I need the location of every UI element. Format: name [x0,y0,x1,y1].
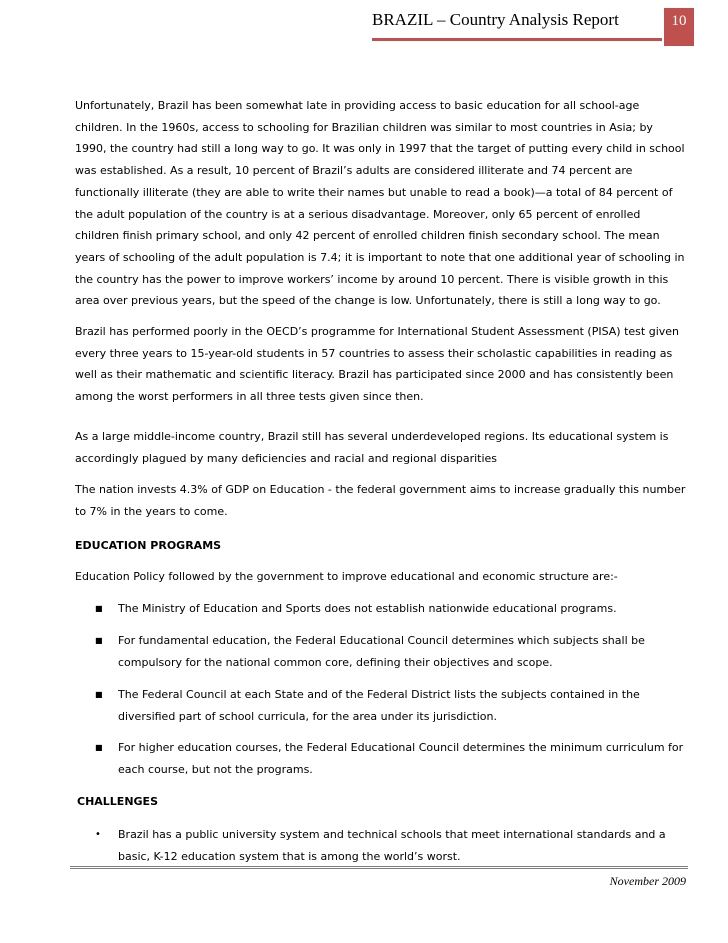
paragraph-text: Unfortunately, Brazil has been somewhat late in providing access to basic education for all school-age children. In the 1960s, access to schooling for Brazilian children was similar to most countries in Asia; by 1990, the country had still a long way to go. It was only in 1997 that the target of putting every child in school was established. As a result, 10 percent of Brazil’s adults are considered illiterate and 74 percent are functionally illiterate (they are able to write their names but unable to read a book)—a total of 84 percent of the adult population of the country is at a serious disadvantage. Moreover, only 65 percent of enrolled children finish primary school, and only 42 percent of enrolled children finish secondary school. The mean years of schooling of the adult population is 7.4; it is important to note that one additional year of schooling in the country has the power to improve workers’ income by around 10 percent. There is visible growth in this area over previous years, but the speed of the change is low. Unfortunately, there is still a long way to go. [75,99,685,308]
section-heading-challenges: CHALLENGES [77,795,158,808]
section-heading-education-programs: EDUCATION PROGRAMS [75,539,222,552]
square-bullet-icon: ■ [95,636,103,645]
square-bullet-icon: ■ [95,743,103,752]
footer-rule [70,866,688,867]
paragraph-education-access [75,95,687,312]
education-programs-intro-wrap [75,566,687,588]
square-bullet-icon: ■ [95,690,103,699]
paragraph-gdp [75,479,687,522]
education-programs-intro: Education Policy followed by the government to improve educational and economic structure are:- [75,570,618,583]
paragraph-text: Brazil has performed poorly in the OECD’s programme for International Student Assessment (PISA) test given every three years to 15-year-old students in 57 countries to assess their scholastic capabilities in reading as well as their mathematic and scientific literacy. Brazil has participated since 2000 and has consistently been among the worst performers in all three tests given since then. [75,325,679,404]
paragraph-text: As a large middle-income country, Brazil still has several underdeveloped regions. Its educational system is accordingly plagued by many deficiencies and racial and regional disparities [75,430,669,465]
paragraph-regions [75,426,687,469]
footer-date: November 2009 [609,874,686,888]
footer-rule-secondary [70,868,688,869]
list-item-text: The Federal Council at each State and of the Federal District lists the subjects contained in the diversified part of school curricula, for the area under its jurisdiction. [118,688,640,723]
paragraph-text: The nation invests 4.3% of GDP on Education - the federal government aims to increase gradually this number to 7% in the years to come. [75,483,686,518]
report-title: BRAZIL – Country Analysis Report [372,10,619,29]
challenges-heading-wrap [77,792,689,812]
list-item-text: The Ministry of Education and Sports does not establish nationwide educational programs. [118,602,617,615]
round-bullet-icon: • [95,829,101,840]
education-programs-heading-wrap [75,536,687,556]
header-rule [372,38,662,41]
paragraph-pisa [75,321,687,408]
list-item-text: For higher education courses, the Federal Educational Council determines the minimum curriculum for each course, but not the programs. [118,741,684,776]
list-item-text: For fundamental education, the Federal Educational Council determines which subjects shall be compulsory for the national common core, defining their objectives and scope. [118,634,645,669]
square-bullet-icon: ■ [95,604,103,613]
list-item-text: Brazil has a public university system and technical schools that meet international standards and a basic, K-12 education system that is among the world’s worst. [118,828,666,863]
page-number: 10 [664,8,694,46]
